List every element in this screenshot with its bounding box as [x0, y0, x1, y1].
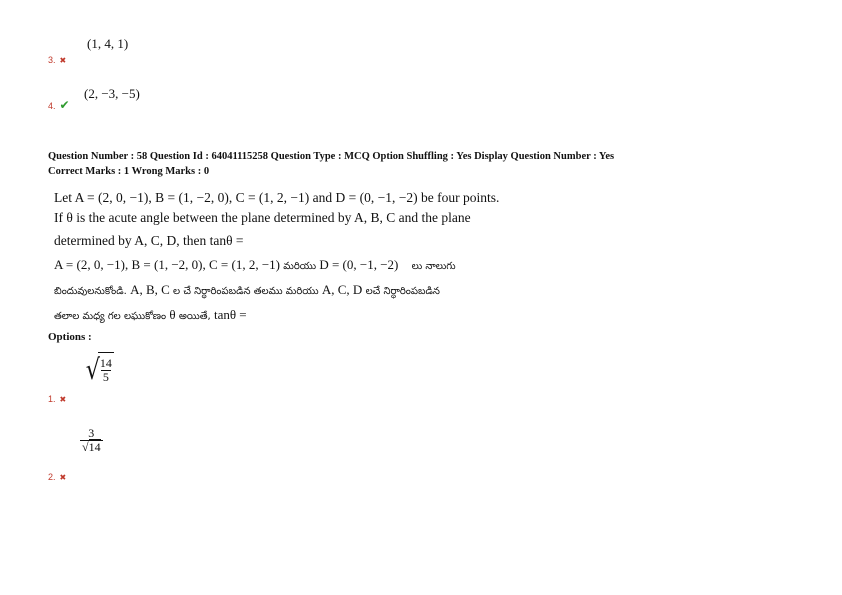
telugu-math: A, B, C	[130, 282, 170, 297]
telugu-math: A, C, D	[321, 282, 363, 297]
radical-sign: √	[85, 353, 101, 387]
telugu-line-2	[54, 282, 440, 299]
numerator: 14	[99, 356, 112, 370]
telugu-math: θ	[169, 307, 176, 322]
square-root	[84, 352, 114, 387]
option-4-value: (2, −3, −5)	[84, 86, 140, 101]
radical-sign: √	[82, 440, 89, 455]
option-number: 3.	[48, 55, 56, 65]
question-text-line-1: Let A = (2, 0, −1), B = (1, −2, 0), C = (1, 2, −1) and D = (0, −1, −2) be four points.	[54, 190, 500, 205]
question-meta-line: Question Number : 58 Question Id : 64041115258 Question Type : MCQ Option Shuffling : Yes Display Question Number : Yes	[48, 151, 615, 162]
fraction	[80, 427, 103, 454]
numerator: 3	[88, 426, 95, 440]
question-text-line-3: determined by A, C, D, then tanθ =	[54, 233, 244, 248]
option-2-row	[48, 467, 66, 485]
telugu-text: లు నాలుగు	[411, 261, 456, 272]
options-label: Options :	[48, 331, 92, 343]
option-2-value	[80, 424, 103, 454]
cross-icon: ✖	[59, 395, 67, 404]
option-4-row	[48, 96, 70, 114]
question-text-line-2: If θ is the acute angle between the plane determined by A, B, C and the plane	[54, 210, 471, 225]
option-3-row	[48, 50, 66, 68]
option-1-row	[48, 389, 66, 407]
option-number: 1.	[48, 394, 56, 404]
telugu-text: ల చే నిర్ధారింపబడిన తలము మరియు	[173, 286, 319, 297]
option-3-value: (1, 4, 1)	[87, 36, 129, 51]
option-number: 4.	[48, 101, 56, 111]
option-1-value	[84, 352, 114, 387]
telugu-math: D = (0, −1, −2)	[319, 257, 399, 272]
telugu-text: తలాల మధ్య గల లఘుకోణం	[54, 311, 167, 322]
radicand: 14	[88, 440, 101, 455]
cross-icon: ✖	[59, 473, 67, 482]
check-icon: ✔	[59, 98, 70, 112]
fraction	[98, 357, 114, 384]
option-number: 2.	[48, 472, 56, 482]
telugu-text: అయితే,	[178, 311, 211, 322]
telugu-math: A = (2, 0, −1), B = (1, −2, 0), C = (1, 2, −1)	[54, 257, 280, 272]
telugu-text: లచే నిర్ధారింపబడిన	[365, 286, 440, 297]
telugu-math: tanθ =	[213, 307, 247, 322]
denominator: 5	[102, 370, 109, 385]
telugu-text: బిందువులనుకోండి.	[54, 286, 127, 297]
telugu-text: మరియు	[283, 261, 317, 272]
telugu-line-3	[54, 307, 247, 324]
marks-line: Correct Marks : 1 Wrong Marks : 0	[48, 166, 210, 177]
cross-icon: ✖	[59, 56, 67, 65]
telugu-line-1	[54, 257, 456, 274]
